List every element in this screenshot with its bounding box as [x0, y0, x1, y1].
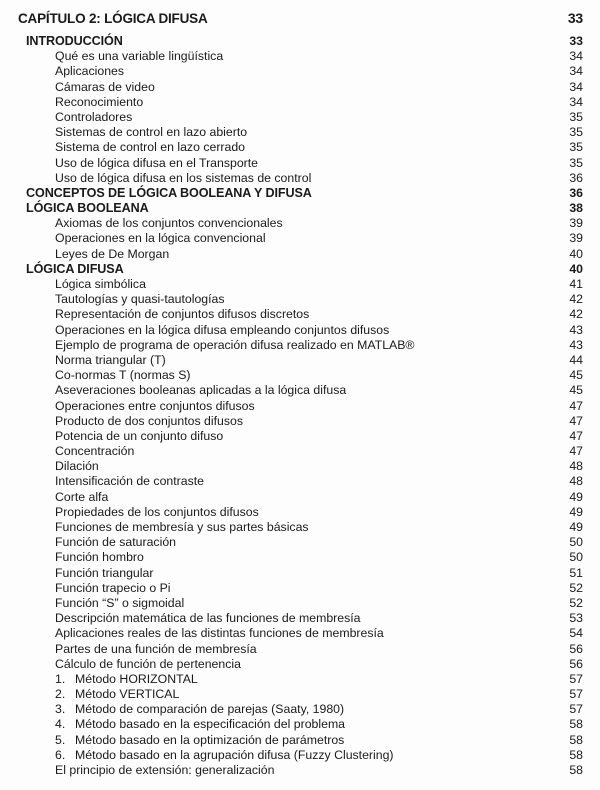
- entry-page-number: 44: [569, 352, 583, 367]
- toc-entry: [0, 520, 600, 535]
- entry-page-number: 57: [569, 702, 583, 717]
- entry-title: Método basado en la agrupación difusa (Fuzzy Clustering): [75, 747, 394, 762]
- toc-entry: [0, 657, 600, 672]
- entry-title: INTRODUCCIÓN: [26, 34, 123, 48]
- entry-title: Función de saturación: [55, 535, 176, 550]
- entry-page-number: 57: [569, 671, 583, 686]
- entry-title: Método de comparación de parejas (Saaty, 1980): [75, 702, 345, 717]
- entry-title: Función triangular: [55, 565, 154, 580]
- entry-title: Producto de dos conjuntos difusos: [55, 413, 243, 428]
- entry-title: Cámaras de video: [55, 79, 155, 94]
- entry-title: LÓGICA BOOLEANA: [26, 201, 149, 216]
- toc-entry: [0, 80, 600, 95]
- entry-page-number: 42: [569, 292, 583, 307]
- entry-number: 4.: [55, 717, 66, 732]
- toc-entry: [0, 171, 600, 186]
- entry-title: Sistemas de control en lazo abierto: [55, 125, 248, 140]
- entry-title: Descripción matemática de las funciones de membresía: [55, 611, 361, 626]
- entry-page-number: 34: [569, 79, 583, 94]
- toc-numbered-entry: [0, 702, 600, 717]
- toc-entry: [0, 338, 600, 353]
- chapter-heading: [18, 9, 583, 27]
- toc-entry: [0, 505, 600, 520]
- toc-entry: [0, 353, 600, 368]
- entry-title: Representación de conjuntos difusos discretos: [55, 307, 310, 322]
- entry-page-number: 58: [569, 717, 583, 732]
- toc-entry: [0, 399, 600, 414]
- entry-number: 5.: [55, 732, 66, 747]
- toc-entry: [0, 95, 600, 110]
- entry-page-number: 34: [569, 49, 583, 64]
- entry-page-number: 58: [569, 763, 583, 777]
- entry-page-number: 51: [569, 565, 583, 580]
- toc-entry: [0, 642, 600, 657]
- entry-page-number: 45: [569, 383, 583, 398]
- toc-entry: [0, 626, 600, 641]
- toc-entry: [0, 156, 600, 171]
- entry-page-number: 58: [569, 747, 583, 762]
- toc-entry: [0, 383, 600, 398]
- entry-page-number: 34: [569, 64, 583, 79]
- toc-entry: [0, 368, 600, 383]
- toc-entry: [0, 444, 600, 459]
- entry-title: Corte alfa: [55, 489, 109, 504]
- entry-page-number: 48: [569, 459, 583, 474]
- toc-section-entry: [0, 201, 600, 216]
- entry-title: Método VERTICAL: [75, 687, 180, 702]
- toc-entry: [0, 611, 600, 626]
- entry-page-number: 53: [569, 611, 583, 626]
- entry-title: Potencia de un conjunto difuso: [55, 428, 224, 443]
- entry-title: Co-normas T (normas S): [55, 368, 191, 383]
- toc-entry: [0, 763, 600, 778]
- entry-page-number: 47: [569, 428, 583, 443]
- entry-title: Método HORIZONTAL: [75, 671, 198, 686]
- entry-page-number: 35: [569, 125, 583, 140]
- entry-title: Lógica simbólica: [55, 277, 146, 291]
- toc-entry: [0, 277, 600, 292]
- entry-page-number: 54: [569, 626, 583, 641]
- entry-title: Leyes de De Morgan: [55, 246, 170, 261]
- table-of-contents: [0, 34, 600, 778]
- chapter-page-number: 33: [567, 10, 583, 26]
- entry-page-number: 34: [569, 94, 583, 109]
- entry-title: Función “S” o sigmoidal: [55, 595, 185, 610]
- entry-page-number: 52: [569, 595, 583, 610]
- entry-title: Concentración: [55, 444, 135, 459]
- entry-title: Aseveraciones booleanas aplicadas a la lógica difusa: [55, 383, 347, 398]
- entry-number: 2.: [55, 687, 66, 702]
- toc-section-entry: [0, 262, 600, 277]
- entry-page-number: 42: [569, 307, 583, 322]
- toc-entry: [0, 490, 600, 505]
- entry-title: Método basado en la especificación del problema: [75, 717, 346, 732]
- entry-title: Axiomas de los conjuntos convencionales: [55, 216, 283, 231]
- toc-entry: [0, 247, 600, 262]
- entry-title: Cálculo de función de pertenencia: [55, 656, 241, 671]
- toc-numbered-entry: [0, 672, 600, 687]
- toc-entry: [0, 307, 600, 322]
- entry-page-number: 47: [569, 398, 583, 413]
- entry-page-number: 52: [569, 580, 583, 595]
- toc-numbered-entry: [0, 717, 600, 732]
- entry-page-number: 41: [569, 277, 583, 291]
- entry-title: Operaciones en la lógica difusa empleando conjuntos difusos: [55, 322, 390, 337]
- entry-page-number: 49: [569, 504, 583, 519]
- toc-entry: [0, 216, 600, 231]
- entry-page-number: 35: [569, 140, 583, 155]
- entry-page-number: 49: [569, 489, 583, 504]
- entry-page-number: 40: [569, 246, 583, 261]
- entry-page-number: 43: [569, 322, 583, 337]
- entry-page-number: 49: [569, 520, 583, 534]
- entry-title: LÓGICA DIFUSA: [26, 261, 124, 276]
- entry-title: Aplicaciones: [55, 64, 125, 79]
- toc-entry: [0, 125, 600, 140]
- entry-number: 3.: [55, 702, 66, 717]
- entry-title: Partes de una función de membresía: [55, 641, 257, 656]
- entry-title: Dilación: [55, 459, 99, 474]
- toc-entry: [0, 581, 600, 596]
- entry-title: Uso de lógica difusa en los sistemas de control: [55, 170, 312, 185]
- toc-section-entry: [0, 186, 600, 201]
- entry-title: Controladores: [55, 109, 133, 124]
- entry-page-number: 40: [569, 261, 583, 276]
- entry-page-number: 48: [569, 474, 583, 489]
- entry-title: Operaciones entre conjuntos difusos: [55, 398, 255, 413]
- entry-title: Uso de lógica difusa en el Transporte: [55, 155, 259, 170]
- entry-title: Intensificación de contraste: [55, 474, 205, 489]
- entry-page-number: 39: [569, 216, 583, 231]
- entry-title: Funciones de membresía y sus partes básicas: [55, 520, 309, 534]
- entry-title: Método basado en la optimización de parámetros: [75, 732, 345, 747]
- entry-number: 6.: [55, 747, 66, 762]
- toc-entry: [0, 110, 600, 125]
- entry-page-number: 47: [569, 444, 583, 459]
- toc-entry: [0, 550, 600, 565]
- toc-entry: [0, 596, 600, 611]
- toc-entry: [0, 49, 600, 64]
- entry-page-number: 50: [569, 535, 583, 550]
- toc-entry: [0, 474, 600, 489]
- entry-title: Operaciones en la lógica convencional: [55, 231, 266, 246]
- toc-entry: [0, 292, 600, 307]
- entry-page-number: 36: [569, 185, 583, 200]
- entry-page-number: 43: [569, 337, 583, 352]
- entry-page-number: 56: [569, 656, 583, 671]
- toc-numbered-entry: [0, 733, 600, 748]
- toc-entry: [0, 566, 600, 581]
- entry-page-number: 57: [569, 687, 583, 702]
- entry-page-number: 58: [569, 732, 583, 747]
- toc-entry: [0, 64, 600, 79]
- entry-title: Tautologías y quasi-tautologías: [55, 292, 225, 307]
- toc-entry: [0, 414, 600, 429]
- entry-title: Reconocimiento: [55, 94, 144, 109]
- toc-numbered-entry: [0, 687, 600, 702]
- toc-entry: [0, 231, 600, 246]
- entry-page-number: 39: [569, 231, 583, 246]
- entry-title: Sistema de control en lazo cerrado: [55, 140, 246, 155]
- entry-title: Norma triangular (T): [55, 352, 166, 367]
- entry-page-number: 35: [569, 109, 583, 124]
- toc-entry: [0, 535, 600, 550]
- entry-title: Propiedades de los conjuntos difusos: [55, 504, 259, 519]
- toc-entry: [0, 459, 600, 474]
- toc-entry: [0, 140, 600, 155]
- entry-title: CONCEPTOS DE LÓGICA BOOLEANA Y DIFUSA: [26, 185, 312, 200]
- entry-title: El principio de extensión: generalización: [55, 763, 275, 777]
- entry-title: Función trapecio o Pi: [55, 580, 171, 595]
- entry-page-number: 33: [569, 34, 583, 48]
- entry-page-number: 47: [569, 413, 583, 428]
- entry-number: 1.: [55, 671, 66, 686]
- entry-page-number: 56: [569, 641, 583, 656]
- entry-page-number: 36: [569, 170, 583, 185]
- entry-title: Qué es una variable lingüística: [55, 49, 224, 64]
- chapter-title: CAPÍTULO 2: LÓGICA DIFUSA: [18, 10, 208, 26]
- toc-section-entry: [0, 34, 600, 49]
- entry-title: Aplicaciones reales de las distintas funciones de membresía: [55, 626, 384, 641]
- entry-page-number: 35: [569, 155, 583, 170]
- entry-page-number: 45: [569, 368, 583, 383]
- toc-entry: [0, 323, 600, 338]
- entry-page-number: 50: [569, 550, 583, 565]
- entry-page-number: 38: [569, 201, 583, 216]
- entry-title: Función hombro: [55, 550, 144, 565]
- toc-numbered-entry: [0, 748, 600, 763]
- entry-title: Ejemplo de programa de operación difusa realizado en MATLAB®: [55, 337, 415, 352]
- toc-entry: [0, 429, 600, 444]
